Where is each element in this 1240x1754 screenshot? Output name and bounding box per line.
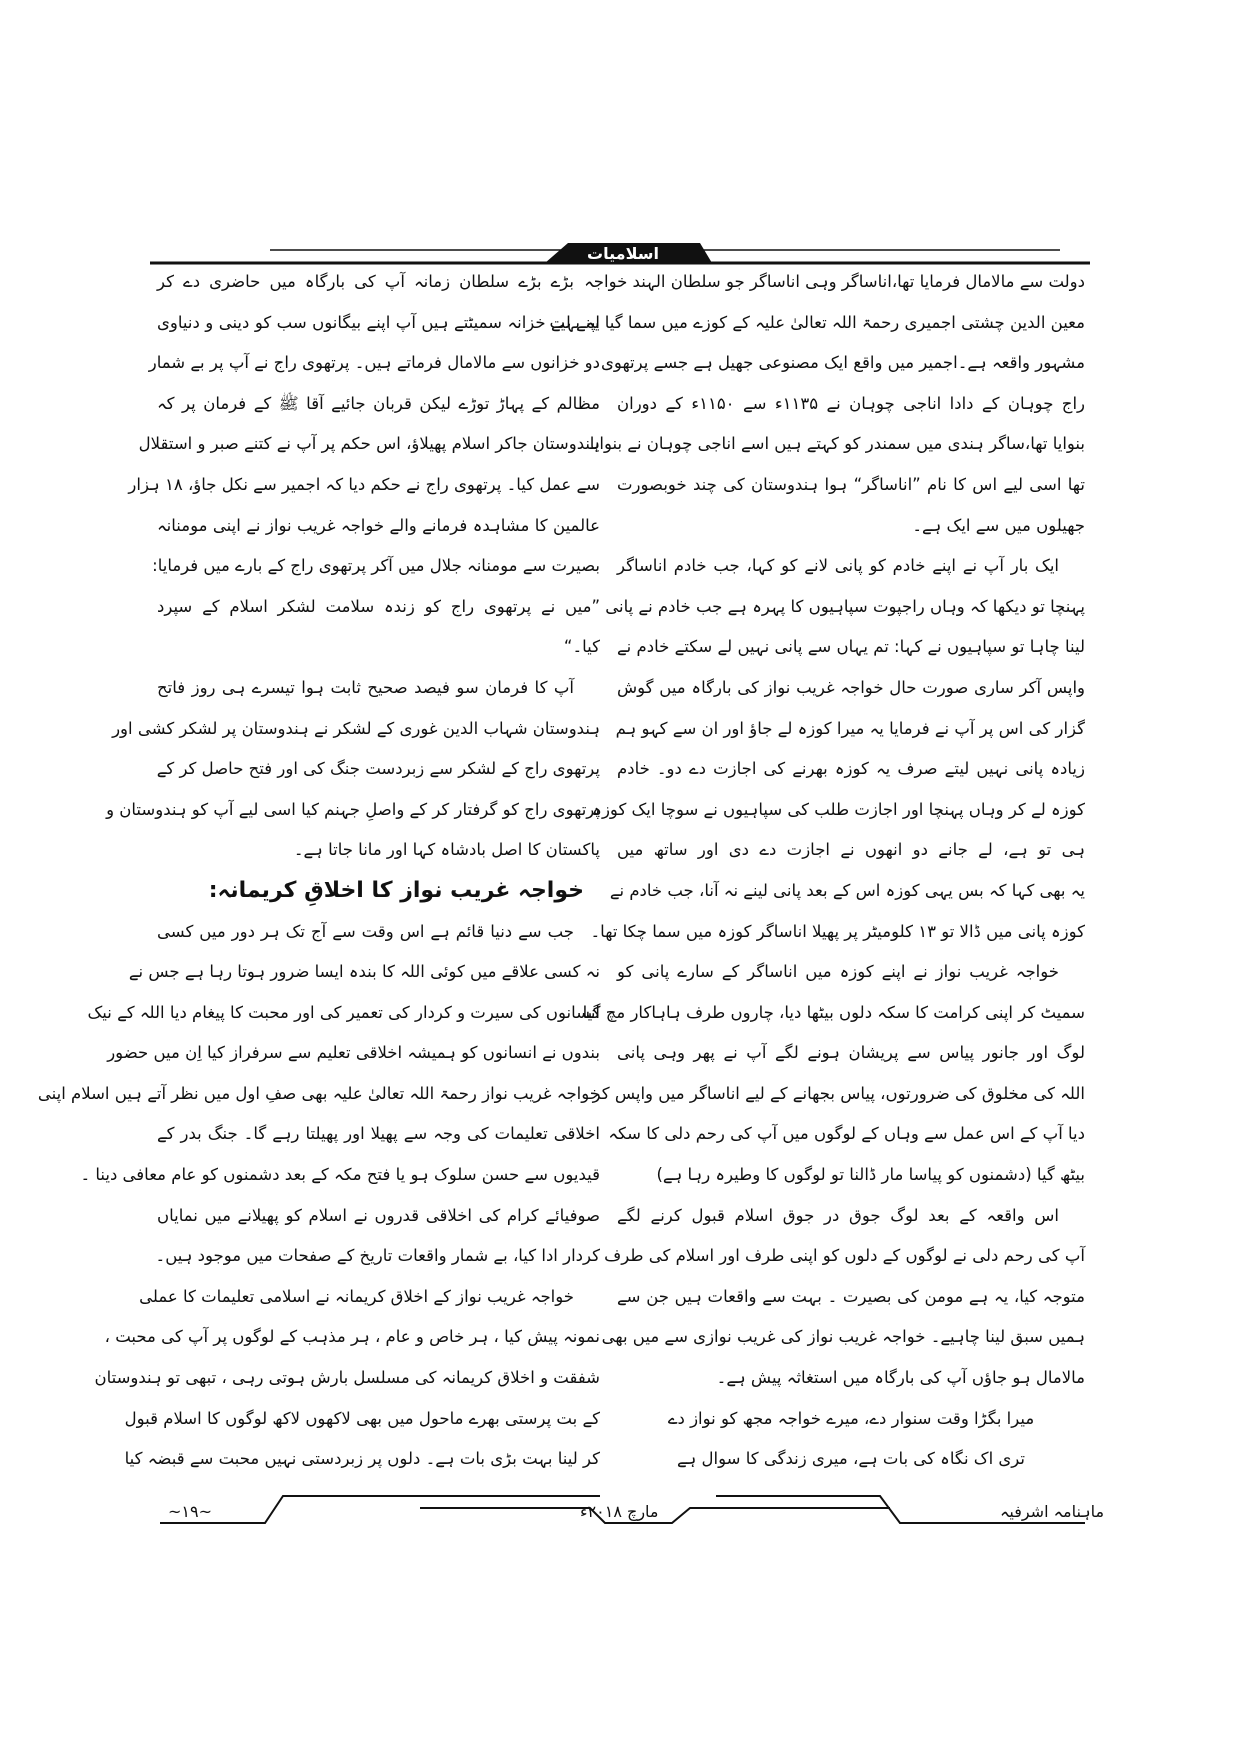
text-line: کیا۔“ [563,637,600,657]
text-line: سے عمل کیا۔ پرتھوی راج نے حکم دیا کہ اجمیر سے نکل جاؤ، ۱۸ ہزار [128,474,600,494]
text-line: خواجہ غریب نواز کے اخلاق کریمانہ نے اسلامی تعلیمات کا عملی [139,1286,574,1306]
text-line: مالامال ہو جاؤں آپ کی بارگاہ میں استغاثہ پیش ہے۔ [716,1368,1085,1388]
verse-line: تری اک نگاہ کی بات ہے، میری زندگی کا سوال ہے [676,1449,1026,1469]
text-line: ”میں نے پرتھوی راج کو زندہ سلامت لشکر اسلام کے سپرد [157,596,600,616]
text-line: دو خزانوں سے مالامال فرماتے ہیں۔ پرتھوی راج نے آپ پر بے شمار [148,353,600,373]
text-line: سمیٹ کر اپنی کرامت کا سکہ دلوں بیٹھا دیا، چاروں طرف ہاہاکار مچ گیا [582,1002,1085,1022]
text-line: کے بت پرستی بھرے ماحول میں بھی لاکھوں لاکھ لوگوں کا اسلام قبول [124,1408,600,1428]
left-column [37,262,600,1480]
magazine-name: ماہنامہ اشرفیہ [1000,1502,1105,1521]
issue-date: مارچ ۲۰۱۸ء [580,1502,659,1521]
text-line: ایک بار آپ نے اپنے خادم کو پانی لانے کو کہا، جب خادم اناساگر [617,556,1059,576]
text-line: یہ بھی کہا کہ بس یہی کوزہ اس کے بعد پانی لینے نہ آنا، جب خادم نے [609,880,1085,900]
text-line: عالمین کا مشاہدہ فرمانے والے خواجہ غریب نواز نے اپنی مومنانہ [157,515,600,535]
text-line: پاکستان کا اصل بادشاہ کہا اور مانا جاتا ہے۔ [293,840,600,860]
page-number: ~۱۹~ [168,1502,212,1521]
text-line: معین الدین چشتی اجمیری رحمۃ اللہ تعالیٰ علیہ کے کوزے میں سما گیا یہ بہت [549,312,1085,332]
text-line: بصیرت سے مومنانہ جلال میں آکر پرتھوی راج کے بارے میں فرمایا: [152,556,600,576]
text-line: ہی تو ہے، لے جانے دو انھوں نے اجازت دے دی اور ساتھ میں [617,840,1085,860]
text-line: مظالم کے پہاڑ توڑے لیکن قربان جائیے آقا ﷺ کے فرمان پر کہ [157,393,600,413]
text-line: انسانوں کی سیرت و کردار کی تعمیر کی اور محبت کا پیغام دیا اللہ کے نیک [87,1002,600,1022]
section-title: اسلامیات [587,244,659,263]
text-line: پہنچا تو دیکھا کہ وہاں راجپوت سپاہیوں کا پہرہ ہے جب خادم نے پانی [605,596,1085,616]
text-line: واپس آکر ساری صورت حال خواجہ غریب نواز کی بارگاہ میں گوش [617,677,1085,697]
text-line: کر لینا بہت بڑی بات ہے۔ دلوں پر زبردستی نہیں محبت سے قبضہ کیا [124,1449,600,1469]
text-line: صوفیائے کرام کی اخلاقی قدروں نے اسلام کو پھیلانے میں نمایاں [157,1205,600,1225]
text-line: اپنے لیے خزانہ سمیٹتے ہیں آپ اپنے بیگانوں سب کو دینی و دنیاوی [157,312,600,332]
text-line: متوجہ کیا، یہ ہے مومن کی بصیرت ۔ بہت سے واقعات ہیں جن سے [617,1286,1085,1306]
text-line: آپ کی رحم دلی نے لوگوں کے دلوں کو اپنی طرف اور اسلام کی طرف [604,1246,1085,1266]
text-line: بنوایا تھا،ساگر ہندی میں سمندر کو کہتے ہیں اسے اناجی چوہان نے بنوایا [589,434,1085,454]
text-line: جب سے دنیا قائم ہے اس وقت سے آج تک ہر دور میں کسی [157,921,574,941]
text-line: آپ کا فرمان سو فیصد صحیح ثابت ہوا تیسرے ہی روز فاتح [157,677,574,697]
text-line: مشہور واقعہ ہے۔اجمیر میں واقع ایک مصنوعی جھیل ہے جسے پرتھوی [601,353,1085,373]
text-line: تھا اسی لیے اس کا نام ”اناساگر“ ہوا ہندوستان کی چند خوبصورت [617,474,1085,494]
verse-line: میرا بگڑا وقت سنوار دے، میرے خواجہ مجھ کو نواز دے [667,1408,1035,1428]
text-line: کردار ادا کیا، بے شمار واقعات تاریخ کے صفحات میں موجود ہیں۔ [155,1246,600,1266]
text-line: دولت سے مالامال فرمایا تھا،اناساگر وہی اناساگر جو سلطان الہند خواجہ [584,272,1085,291]
text-line: زیادہ پانی نہیں لیتے صرف یہ کوزہ بھرنے کی اجازت دے دو۔ خادم [617,759,1085,779]
text-line: پرتھوی راج کو گرفتار کر کے واصلِ جہنم کیا اسی لیے آپ کو ہندوستان و [106,799,600,819]
text-line: خواجہ غریب نواز رحمۃ اللہ تعالیٰ علیہ بھی صفِ اول میں نظر آتے ہیں اسلام اپنی [37,1083,600,1103]
text-line: جھیلوں میں سے ایک ہے۔ [912,515,1085,535]
text-line: قیدیوں سے حسن سلوک ہو یا فتح مکہ کے بعد دشمنوں کو عام معافی دینا ۔ [80,1165,600,1185]
text-line: ہندوستان شہاب الدین غوری کے لشکر نے ہندوستان پر لشکر کشی اور [112,718,600,738]
text-line: اللہ کی مخلوق کی ضرورتوں، پیاس بجھانے کے لیے اناساگر میں واپس کر [592,1083,1085,1103]
text-line: ہمیں سبق لینا چاہیے۔ خواجہ غریب نواز کی غریب نوازی سے میں بھی [601,1327,1085,1347]
text-line: خواجہ غریب نواز نے اپنے کوزہ میں اناساگر کے سارے پانی کو [617,962,1059,982]
text-line: نہ کسی علاقے میں کوئی اللہ کا بندہ ایسا ضرور ہوتا رہا ہے جس نے [128,962,600,982]
text-line: نمونہ پیش کیا ، ہر خاص و عام ، ہر مذہب کے لوگوں پر آپ کی محبت ، [104,1327,600,1347]
text-line: لوگ اور جانور پیاس سے پریشان ہونے لگے آپ نے پھر وہی پانی [617,1043,1085,1063]
text-line: کوزہ لے کر وہاں پہنچا اور اجازت طلب کی سپاہیوں نے سوچا ایک کوزہ [592,799,1085,819]
text-line: پرتھوی راج کے لشکر سے زبردست جنگ کی اور فتح حاصل کر کے [156,759,600,779]
text-line: کوزہ پانی میں ڈالا تو ۱۳ کلومیٹر پر پھیلا اناساگر کوزہ میں سما چکا تھا۔ [590,921,1085,941]
section-heading: خواجہ غریب نواز کا اخلاقِ کریمانہ: [208,877,584,903]
right-column [549,262,1086,1480]
footer-rule-left [160,1496,600,1523]
text-line: اخلاقی تعلیمات کی وجہ سے پھیلا اور پھیلتا رہے گا۔ جنگ بدر کے [157,1124,600,1144]
text-line: دیا آپ کے اس عمل سے وہاں کے لوگوں میں آپ کی رحم دلی کا سکہ [608,1124,1085,1144]
text-line: راج چوہان کے دادا اناجی چوہان نے ۱۱۳۵ء سے ۱۱۵۰ء کے دوران [617,393,1086,413]
text-line: بڑے بڑے سلطان زمانہ آپ کی بارگاہ میں حاضری دے کر [157,272,574,291]
text-line: شفقت و اخلاق کریمانہ کی مسلسل بارش ہوتی رہی ، تبھی تو ہندوستان [94,1368,600,1388]
text-line: بندوں نے انسانوں کو ہمیشہ اخلاقی تعلیم سے سرفراز کیا اِن میں حضور [107,1043,600,1063]
text-line: بیٹھ گیا (دشمنوں کو پیاسا مار ڈالنا تو لوگوں کا وطیرہ رہا ہے) [656,1165,1085,1185]
text-line: گزار کی اس پر آپ نے فرمایا یہ میرا کوزہ لے جاؤ اور ان سے کہو ہم [615,718,1085,738]
text-line: ہندوستان جاکر اسلام پھیلاؤ، اس حکم پر آپ نے کتنے صبر و استقلال [138,434,600,454]
text-line: لینا چاہا تو سپاہیوں نے کہا: تم یہاں سے پانی نہیں لے سکتے خادم نے [617,637,1085,657]
text-line: اس واقعہ کے بعد لوگ جوق در جوق اسلام قبول کرنے لگے [617,1205,1059,1225]
